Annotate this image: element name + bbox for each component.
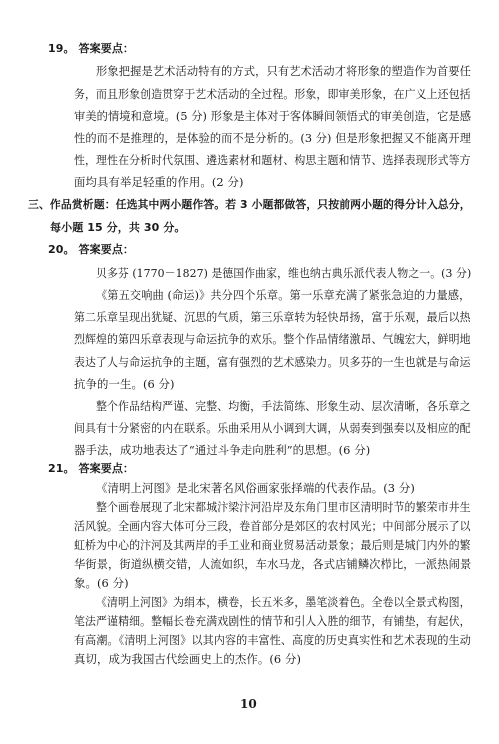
q20-line-2: 《第五交响曲 (命运)》共分四个乐章。第一乐章充满了紧张急迫的力量感， bbox=[96, 288, 471, 302]
q19-line-1: 形象把握是艺术活动特有的方式，只有艺术活动才将形象的塑造作为首要任 bbox=[96, 64, 472, 78]
q20-line-1: 贝多芬 (1770－1827) 是德国作曲家，维也纳古典乐派代表人物之一。(3 分) bbox=[96, 266, 472, 280]
q19-heading: 19。 答案要点： bbox=[48, 42, 135, 55]
q20-line-3: 第二乐章呈现出犹疑、沉思的气质，第三乐章转为轻快昂扬，富于乐观，最后以热 bbox=[74, 310, 471, 324]
q20-line-8: 间具有十分紧密的内在联系。乐曲采用从小调到大调，从弱奏到强奏以及相应的配 bbox=[74, 421, 471, 435]
q19-line-2: 务，而且形象创造贯穿于艺术活动的全过程。形象，即审美形象，在广义上还包括 bbox=[74, 87, 471, 101]
q19-line-4: 性的而不是推理的，是体验的而不是分析的。(3 分) 但是形象把握又不能离开理 bbox=[74, 131, 472, 145]
q21-line-6: 象。(6 分) bbox=[74, 576, 129, 590]
q19-line-3: 审美的情境和意境。(5 分) 形象是主体对于客体瞬间领悟式的审美创造，它是感 bbox=[74, 109, 472, 123]
q21-line-4: 虹桥为中心的汴河及其两岸的手工业和商业贸易活动景象；最后则是城门内外的繁 bbox=[74, 538, 471, 552]
q21-line-7: 《清明上河图》为绢本，横卷，长五米多，墨笔淡着色。全卷以全景式构图， bbox=[96, 595, 471, 609]
q21-line-9: 有高潮。《清明上河图》以其内容的丰富性、高度的历史真实性和艺术表现的生动 bbox=[74, 633, 471, 647]
q20-line-5: 表达了人与命运抗争的主题，富有强烈的艺术感染力。贝多芬的一生也就是与命运 bbox=[74, 355, 471, 369]
q20-line-4: 烈辉煌的第四乐章表现与命运抗争的欢乐。整个作品情绪激昂、气魄宏大，鲜明地 bbox=[74, 332, 471, 346]
section-3-instruction: 三、作品赏析题：任选其中两小题作答。若 3 小题都做答，只按前两小题的得分计入总分， bbox=[28, 198, 471, 211]
q19-line-6: 面均具有举足轻重的作用。(2 分) bbox=[74, 175, 244, 189]
q21-line-1: 《清明上河图》是北宋著名风俗画家张择端的代表作品。(3 分) bbox=[96, 481, 415, 495]
q21-line-10: 真切，成为我国古代绘画史上的杰作。(6 分) bbox=[74, 652, 301, 666]
q21-heading: 21。 答案要点： bbox=[48, 462, 135, 475]
page-number: 10 bbox=[240, 697, 257, 711]
q21-line-3: 活风貌。全画内容大体可分三段，卷首部分是郊区的农村风光；中间部分展示了以 bbox=[74, 519, 471, 533]
q19-line-5: 性，理性在分析时代氛围、遴选素材和题材、构思主题和情节、选择表现形式等方 bbox=[74, 153, 471, 167]
q20-line-6: 抗争的一生。(6 分) bbox=[74, 377, 175, 391]
q21-line-2: 整个画卷展现了北宋都城汴梁汴河沿岸及东角门里市区清明时节的繁荣市井生 bbox=[96, 500, 471, 514]
q21-line-5: 华街景，街道纵横交错，人流如织，车水马龙，各式店铺鳞次栉比，一派热闹景 bbox=[74, 557, 472, 571]
q20-heading: 20。 答案要点： bbox=[48, 243, 135, 256]
q20-line-9: 器手法，成功地表达了“通过斗争走向胜利”的思想。(6 分) bbox=[74, 443, 371, 457]
q21-line-8: 笔法严谨精细。整幅长卷充满戏剧性的情节和引人入胜的细节，有铺垫，有起伏， bbox=[74, 614, 471, 628]
section-3-scoring: 每小题 15 分，共 30 分。 bbox=[50, 221, 186, 234]
q20-line-7: 整个作品结构严谨、完整、均衡，手法简练、形象生动、层次清晰，各乐章之 bbox=[96, 399, 471, 413]
